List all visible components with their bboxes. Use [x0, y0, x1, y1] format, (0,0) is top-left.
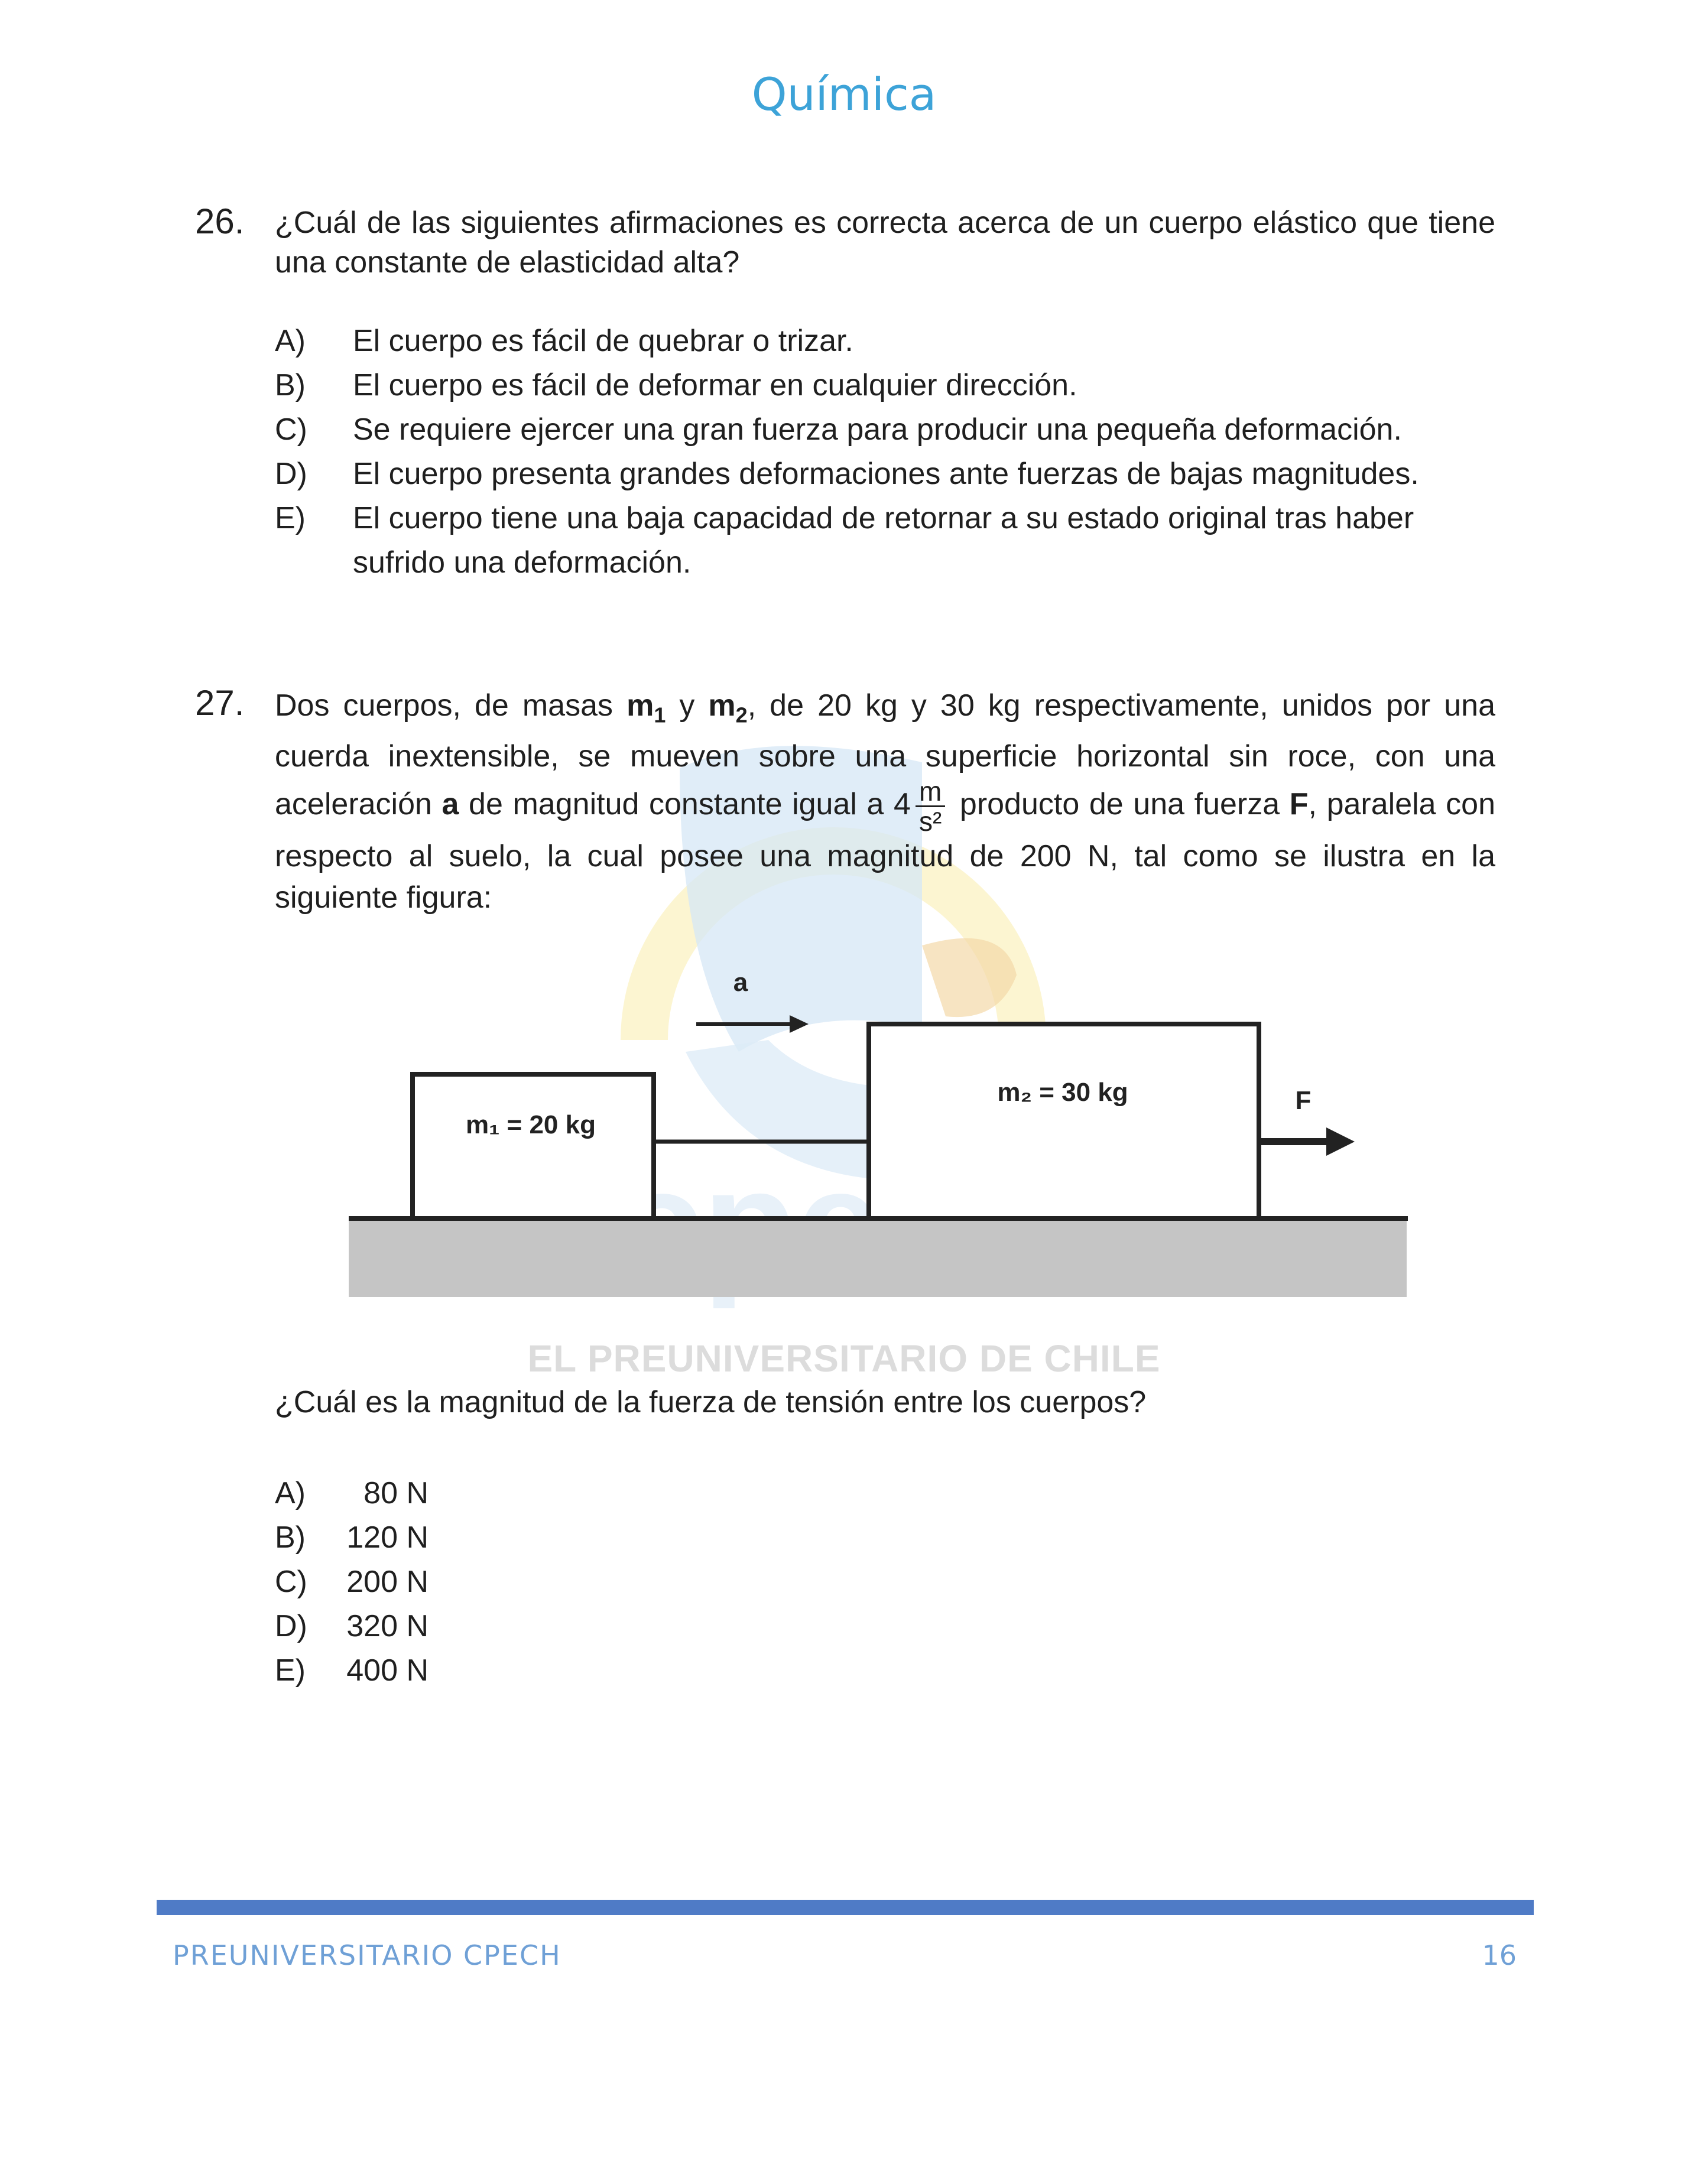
question-text: ¿Cuál de las siguientes afirmaciones es correcta acerca de un cuerpo elástico que tiene una constante de elasticidad alta? — [275, 206, 1495, 280]
option-text: El cuerpo tiene una baja capacidad de retornar a su estado original tras haber sufrido una deformación. — [353, 501, 1414, 580]
option-d[interactable] — [275, 1604, 1495, 1649]
option-letter: B) — [275, 1520, 306, 1555]
force-label: F — [1295, 1086, 1312, 1115]
option-letter: E) — [275, 1653, 306, 1688]
page-number: 16 — [1482, 1939, 1517, 1971]
option-b[interactable] — [275, 1516, 1495, 1560]
option-text: El cuerpo es fácil de quebrar o trizar. — [353, 324, 853, 358]
acceleration-arrow-head — [790, 1015, 809, 1033]
option-letter: A) — [275, 1476, 306, 1510]
option-letter: B) — [275, 368, 306, 402]
acceleration-label: a — [733, 968, 748, 997]
question-prompt: ¿Cuál es la magnitud de la fuerza de tensión entre los cuerpos? — [275, 1385, 1147, 1419]
option-letter: E) — [275, 501, 306, 535]
option-text: 400 N — [346, 1653, 429, 1688]
ground-surface — [349, 1217, 1407, 1297]
block-m1-label: m₁ = 20 kg — [466, 1110, 596, 1139]
footer-brand: PREUNIVERSITARIO CPECH — [173, 1939, 561, 1971]
option-text: 200 N — [346, 1565, 429, 1599]
option-e[interactable] — [275, 1649, 1495, 1693]
option-text: El cuerpo es fácil de deformar en cualquier dirección. — [353, 368, 1077, 402]
option-letter: A) — [275, 324, 306, 358]
acceleration-unit-fraction: $\frac{m}{\text{s²}}$ — [916, 777, 945, 836]
question-text: Dos cuerpos, de masas $m_1$ y $m_2$, de 20 kg y 30 kg respectivamente, unidos por una cuerda inextensible, se mueven sobre una superficie horizontal sin roce, con una aceleración a de magnitud constante igual a 4 $\frac{m}{\text{s²}}$ producto de una fuerza F, paralela con respecto al suelo, la cual posee una magnitud de 200 N, tal como se ilustra en la siguiente figura: — [275, 688, 1496, 915]
footer-divider — [157, 1900, 1534, 1915]
block-m1 — [413, 1074, 654, 1218]
option-c[interactable] — [275, 1560, 1495, 1604]
options-list — [275, 1471, 1495, 1693]
option-text: 120 N — [346, 1520, 429, 1555]
option-text: 80 N — [363, 1476, 429, 1510]
option-text: Se requiere ejercer una gran fuerza para producir una pequeña deformación. — [353, 412, 1402, 447]
option-a[interactable] — [275, 1471, 1495, 1516]
page-title: Química — [751, 68, 937, 121]
block-m2-label: m₂ = 30 kg — [997, 1078, 1128, 1107]
option-letter: C) — [275, 1565, 307, 1599]
block-m2 — [869, 1024, 1259, 1218]
option-letter: C) — [275, 412, 307, 447]
watermark-text: EL PREUNIVERSITARIO DE CHILE — [527, 1337, 1161, 1380]
option-text: El cuerpo presenta grandes deformaciones ante fuerzas de bajas magnitudes. — [353, 457, 1419, 491]
question-number: 26. — [195, 202, 245, 241]
question-number: 27. — [195, 683, 245, 723]
option-letter: D) — [275, 457, 307, 491]
force-arrow-head — [1326, 1127, 1355, 1156]
option-text: 320 N — [346, 1609, 429, 1643]
option-letter: D) — [275, 1609, 307, 1643]
